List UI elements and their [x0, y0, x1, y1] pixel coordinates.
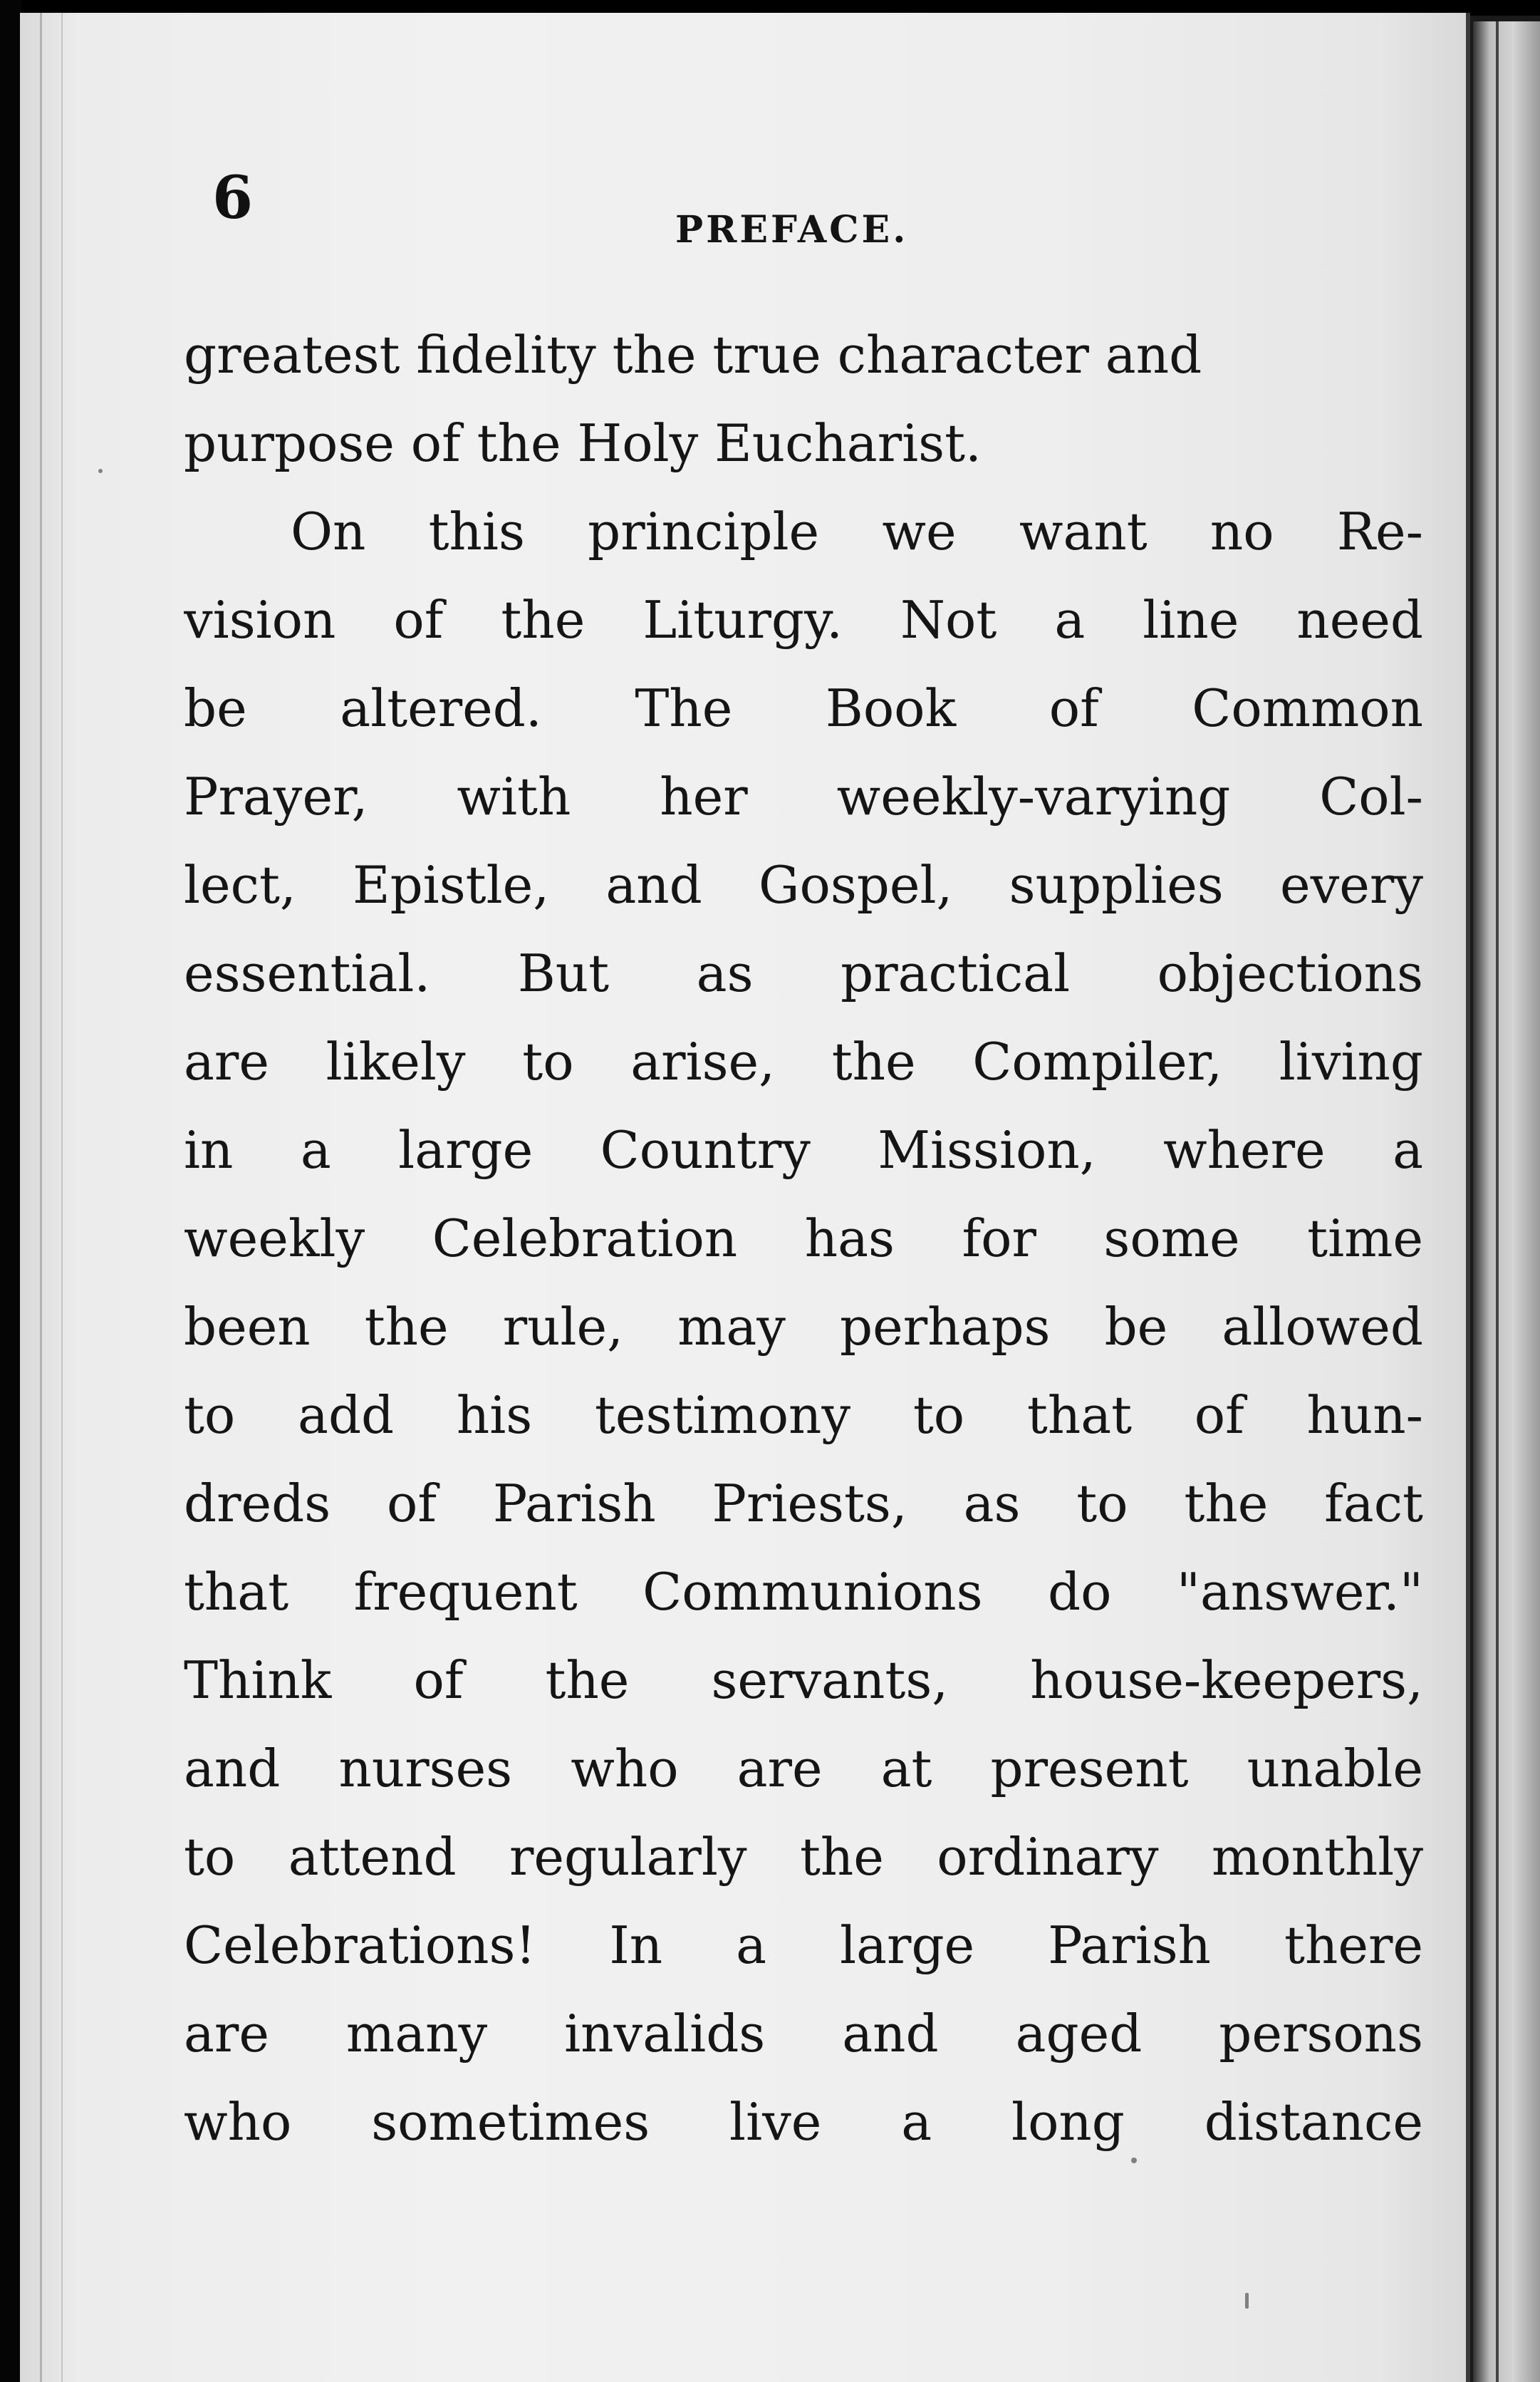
book-page [20, 13, 1470, 2382]
text-line: and nurses who are at present unable [184, 1739, 1423, 1798]
text-line: are many invalids and aged persons [184, 2004, 1423, 2063]
page-number: 6 [212, 164, 254, 232]
text-line: been the rule, may perhaps be allowed [184, 1297, 1423, 1357]
text-line: weekly Celebration has for some time [184, 1208, 1423, 1268]
text-line: vision of the Liturgy. Not a line need [184, 590, 1423, 650]
text-line: greatest fidelity the true character and [184, 325, 1202, 385]
text-line: purpose of the Holy Eucharist. [184, 413, 982, 473]
paper-speck [1131, 2158, 1137, 2163]
page-fold-line-inner [61, 13, 63, 2382]
body-text [184, 311, 1423, 2166]
running-head: PREFACE. [675, 208, 909, 252]
page-header [20, 155, 1466, 252]
text-line: that frequent Communions do "answer." [184, 1562, 1423, 1622]
text-line: to attend regularly the ordinary monthly [184, 1827, 1423, 1887]
text-line: in a large Country Mission, where a [184, 1120, 1423, 1180]
paper-speck [1245, 2293, 1249, 2309]
page-fold-line [40, 13, 42, 2382]
text-line: who sometimes live a long distance [184, 2092, 1423, 2152]
adjacent-page-gutter [1496, 21, 1499, 2382]
text-line: are likely to arise, the Compiler, living [184, 1032, 1423, 1092]
text-line: essential. But as practical objections [184, 943, 1423, 1003]
text-line: dreds of Parish Priests, as to the fact [184, 1474, 1423, 1533]
text-line: Prayer, with her weekly-varying Col- [184, 767, 1423, 827]
text-line: lect, Epistle, and Gospel, supplies every [184, 855, 1423, 915]
adjacent-page-edge [1473, 21, 1540, 2382]
text-line: be altered. The Book of Common [184, 678, 1423, 738]
text-line: Think of the servants, house-keepers, [184, 1650, 1423, 1710]
text-line: On this principle we want no Re- [291, 502, 1423, 561]
scan-left-border [0, 0, 21, 2382]
paper-speck [98, 469, 103, 473]
text-line: Celebrations! In a large Parish there [184, 1915, 1423, 1975]
text-line: to add his testimony to that of hun- [184, 1385, 1423, 1445]
